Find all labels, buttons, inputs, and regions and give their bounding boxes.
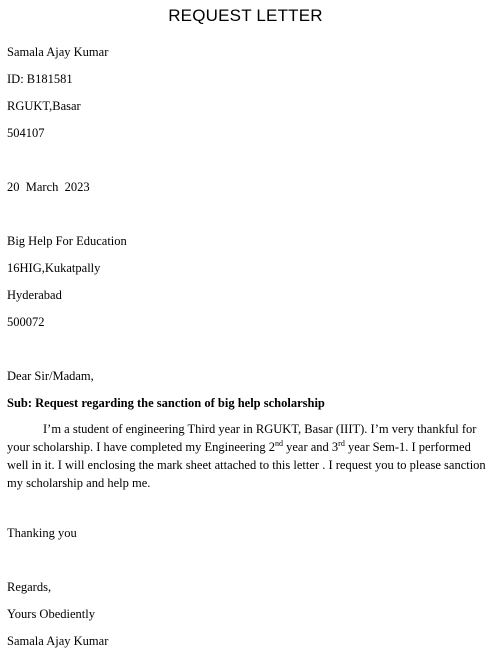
recipient-address: 16HIG,Kukatpally <box>7 261 101 275</box>
recipient-pincode: 500072 <box>7 315 45 329</box>
body-text-part2: year and 3 <box>282 440 339 454</box>
superscript-rd: rd <box>338 438 345 448</box>
superscript-nd: nd <box>274 438 283 448</box>
sender-pincode: 504107 <box>7 126 45 140</box>
sender-institution: RGUKT,Basar <box>7 99 81 113</box>
letter-title: REQUEST LETTER <box>168 6 323 25</box>
signature-name: Samala Ajay Kumar <box>7 634 109 648</box>
sender-name: Samala Ajay Kumar <box>7 45 109 59</box>
body-text-part3: year Sem-1. I performed well in it. I will enclosing the mark sheet attached to this letter . I request you to please sanction my scholarship and help me. <box>7 440 486 490</box>
subject-line: Sub: Request regarding the sanction of big help scholarship <box>7 396 325 410</box>
body-text-part1: I’m a student of engineering Third year in RGUKT, Basar (IIIT). I’m very thankful for your scholarship. I have completed my Engineering 2 <box>7 422 477 454</box>
closing-regards: Regards, <box>7 580 52 594</box>
recipient-organization: Big Help For Education <box>7 234 127 248</box>
sender-id: ID: B181581 <box>7 72 73 86</box>
letter-date: 20 March 2023 <box>7 180 90 194</box>
closing-obediently: Yours Obediently <box>7 607 95 621</box>
thanks-line: Thanking you <box>7 526 77 540</box>
body-paragraph <box>7 420 487 492</box>
salutation: Dear Sir/Madam, <box>7 369 94 383</box>
recipient-city: Hyderabad <box>7 288 62 302</box>
